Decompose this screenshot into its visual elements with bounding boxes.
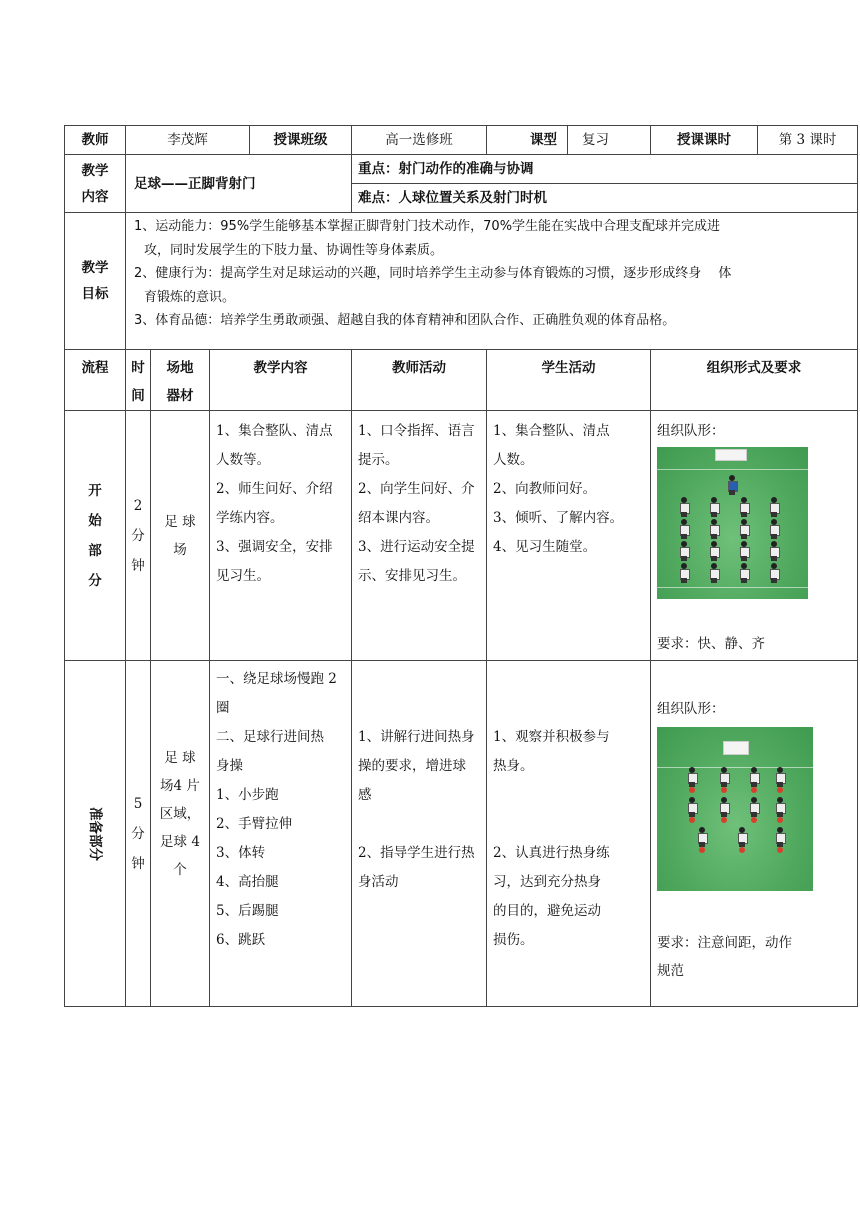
objective-line: 攻，同时发展学生的下肢力量、协调性等身体素质。 [144, 242, 444, 258]
content-line: 2、手臂拉伸 [216, 816, 293, 832]
activity-line: 损伤。 [493, 932, 534, 948]
activity-line: 提示。 [358, 452, 399, 468]
ball-icon [689, 787, 695, 793]
player-figure-icon [775, 767, 785, 787]
col-teach-content: 教学内容 [210, 350, 352, 411]
objectives-label-2: 目标 [81, 286, 109, 302]
start-venue [151, 411, 210, 661]
ball-icon [777, 817, 783, 823]
hours-label: 授课课时 [651, 126, 758, 155]
section-char: 开 [88, 482, 102, 499]
player-figure-icon [709, 519, 719, 539]
col-flow: 流程 [65, 350, 126, 411]
difficulty: 难点：人球位置关系及射门时机 [352, 184, 858, 213]
start-section-row [65, 411, 858, 661]
key-point: 重点：射门动作的准确与协调 [352, 155, 858, 184]
column-header-row [65, 350, 858, 411]
content-line: 2、师生问好、介绍 [216, 481, 333, 497]
goal-icon [723, 741, 749, 755]
content-line: 身操 [216, 758, 243, 774]
content-label-1: 教学 [81, 162, 109, 179]
player-figure-icon [749, 767, 759, 787]
objectives-label-1: 教学 [81, 260, 109, 276]
content-line: 4、高抬腿 [216, 874, 279, 890]
player-figure-icon [769, 519, 779, 539]
ball-icon [721, 817, 727, 823]
activity-line: 绍本课内容。 [358, 510, 440, 526]
col-venue-2: 器材 [166, 388, 194, 404]
player-figure-icon [679, 541, 689, 561]
activity-line [358, 810, 480, 839]
content-line: 人数等。 [216, 452, 270, 468]
org-requirement: 规范 [657, 963, 685, 979]
player-figure-icon [739, 563, 749, 583]
venue-line: 足 球 [164, 513, 196, 530]
content-line: 见习生。 [216, 568, 270, 584]
player-figure-icon [739, 519, 749, 539]
content-line: 一、绕足球场慢跑 2 [216, 671, 337, 687]
player-figure-icon [709, 497, 719, 517]
player-figure-icon [775, 797, 785, 817]
activity-line: 热身。 [493, 758, 534, 774]
teacher-figure-icon [727, 475, 737, 495]
start-time [126, 411, 151, 661]
ball-icon [777, 847, 783, 853]
activity-line: 2、指导学生进行热 [358, 845, 475, 861]
lesson-plan [64, 125, 837, 1007]
prep-teacher-activity [352, 661, 487, 1007]
hours-value: 第 3 课时 [758, 126, 858, 155]
player-figure-icon [719, 797, 729, 817]
activity-line: 3、进行运动安全提 [358, 539, 475, 555]
player-figure-icon [709, 541, 719, 561]
class-value: 高一选修班 [352, 126, 487, 155]
ball-icon [751, 817, 757, 823]
time-char: 2 [133, 497, 143, 514]
ball-icon [751, 787, 757, 793]
start-student-activity [487, 411, 651, 661]
player-figure-icon [769, 541, 779, 561]
player-figure-icon [739, 541, 749, 561]
activity-line: 身活动 [358, 874, 399, 890]
section-char: 分 [88, 572, 102, 589]
formation-diagram-start [657, 447, 808, 599]
activity-line: 1、讲解行进间热身 [358, 729, 475, 745]
objective-line: 育锻炼的意识。 [144, 289, 236, 305]
time-char: 分 [131, 825, 145, 842]
objectives-row [65, 213, 858, 350]
objectives-text [126, 213, 858, 350]
org-requirement: 要求：注意间距，动作 [657, 935, 793, 951]
col-venue-1: 场地 [166, 360, 194, 376]
type-value: 复习 [568, 126, 651, 155]
activity-line: 3、倾听、了解内容。 [493, 510, 624, 526]
time-char: 5 [133, 795, 143, 812]
formation-diagram-prep [657, 727, 813, 891]
venue-line: 足 球 [164, 749, 196, 766]
start-teach-content [210, 411, 352, 661]
venue-line: 足球 4 [160, 833, 200, 850]
activity-line: 2、认真进行热身练 [493, 845, 610, 861]
player-figure-icon [739, 497, 749, 517]
col-organization: 组织形式及要求 [651, 350, 858, 411]
activity-line: 2、向教师问好。 [493, 481, 597, 497]
content-label-2: 内容 [81, 188, 109, 205]
activity-line: 感 [358, 787, 372, 803]
activity-line: 1、口令指挥、语言 [358, 423, 475, 439]
content-line: 5、后踢腿 [216, 903, 279, 919]
lesson-plan-table [64, 125, 858, 1007]
player-figure-icon [679, 563, 689, 583]
teacher-name: 李茂辉 [126, 126, 250, 155]
player-figure-icon [719, 767, 729, 787]
prep-teach-content [210, 661, 352, 1007]
type-label: 课型 [487, 126, 568, 155]
org-title: 组织队形： [657, 423, 725, 439]
prep-section-name: 准备部分 [87, 806, 103, 861]
section-char: 始 [88, 512, 102, 529]
player-figure-icon [679, 519, 689, 539]
ball-icon [721, 787, 727, 793]
player-figure-icon [709, 563, 719, 583]
prep-section-row [65, 661, 858, 1007]
player-figure-icon [749, 797, 759, 817]
content-line: 3、体转 [216, 845, 266, 861]
content-topic: 足球——正脚背射门 [126, 155, 352, 213]
content-line: 3、强调安全，安排 [216, 539, 333, 555]
venue-line: 个 [173, 861, 187, 878]
content-line: 6、跳跃 [216, 932, 266, 948]
time-char: 钟 [131, 557, 145, 574]
objective-line: 3、体育品德：培养学生勇敢顽强、超越自我的体育精神和团队合作、正确胜负观的体育品格。 [134, 313, 676, 328]
objective-line: 2、健康行为：提高学生对足球运动的兴趣，同时培养学生主动参与体育锻炼的习惯，逐步形成终身 体 [134, 266, 732, 281]
content-line: 二、足球行进间热 [216, 729, 324, 745]
header-row [65, 126, 858, 155]
activity-line: 1、观察并积极参与 [493, 729, 610, 745]
venue-line: 场4 片 [160, 777, 200, 794]
prep-venue [151, 661, 210, 1007]
col-time-1: 时 [131, 360, 145, 376]
teacher-label: 教师 [65, 126, 126, 155]
content-row [65, 155, 858, 184]
class-label: 授课班级 [250, 126, 352, 155]
venue-line: 场 [173, 541, 187, 558]
player-figure-icon [775, 827, 785, 847]
prep-time [126, 661, 151, 1007]
col-time-2: 间 [131, 388, 145, 404]
player-figure-icon [687, 767, 697, 787]
player-figure-icon [679, 497, 689, 517]
start-teacher-activity [352, 411, 487, 661]
ball-icon [777, 787, 783, 793]
activity-line: 4、见习生随堂。 [493, 539, 597, 555]
content-line: 学练内容。 [216, 510, 284, 526]
activity-line: 操的要求，增进球 [358, 758, 467, 774]
ball-icon [699, 847, 705, 853]
goal-icon [715, 449, 747, 461]
start-section-name [65, 411, 126, 661]
content-line: 圈 [216, 700, 230, 716]
player-figure-icon [737, 827, 747, 847]
col-student-activity: 学生活动 [487, 350, 651, 411]
player-figure-icon [769, 563, 779, 583]
section-char: 部 [88, 542, 102, 559]
player-figure-icon [697, 827, 707, 847]
player-figure-icon [687, 797, 697, 817]
org-requirement: 要求：快、静、齐 [657, 636, 766, 652]
objective-line: 1、运动能力：95%学生能够基本掌握正脚背射门技术动作，70%学生能在实战中合理支配球并完成进 [134, 219, 721, 234]
time-char: 分 [131, 527, 145, 544]
activity-line [493, 781, 644, 810]
start-organization [651, 411, 858, 661]
prep-student-activity [487, 661, 651, 1007]
activity-line: 的目的，避免运动 [493, 903, 602, 919]
activity-line: 人数。 [493, 452, 534, 468]
player-figure-icon [769, 497, 779, 517]
venue-line: 区域， [159, 805, 201, 822]
prep-organization [651, 661, 858, 1007]
ball-icon [689, 817, 695, 823]
ball-icon [739, 847, 745, 853]
activity-line: 1、集合整队、清点 [493, 423, 610, 439]
activity-line: 2、向学生问好、介 [358, 481, 475, 497]
activity-line: 示、安排见习生。 [358, 568, 467, 584]
col-teacher-activity: 教师活动 [352, 350, 487, 411]
activity-line: 习，达到充分热身 [493, 874, 602, 890]
content-line: 1、小步跑 [216, 787, 279, 803]
org-title: 组织队形： [657, 701, 725, 717]
time-char: 钟 [131, 855, 145, 872]
content-line: 1、集合整队、清点 [216, 423, 333, 439]
activity-line [493, 810, 644, 839]
